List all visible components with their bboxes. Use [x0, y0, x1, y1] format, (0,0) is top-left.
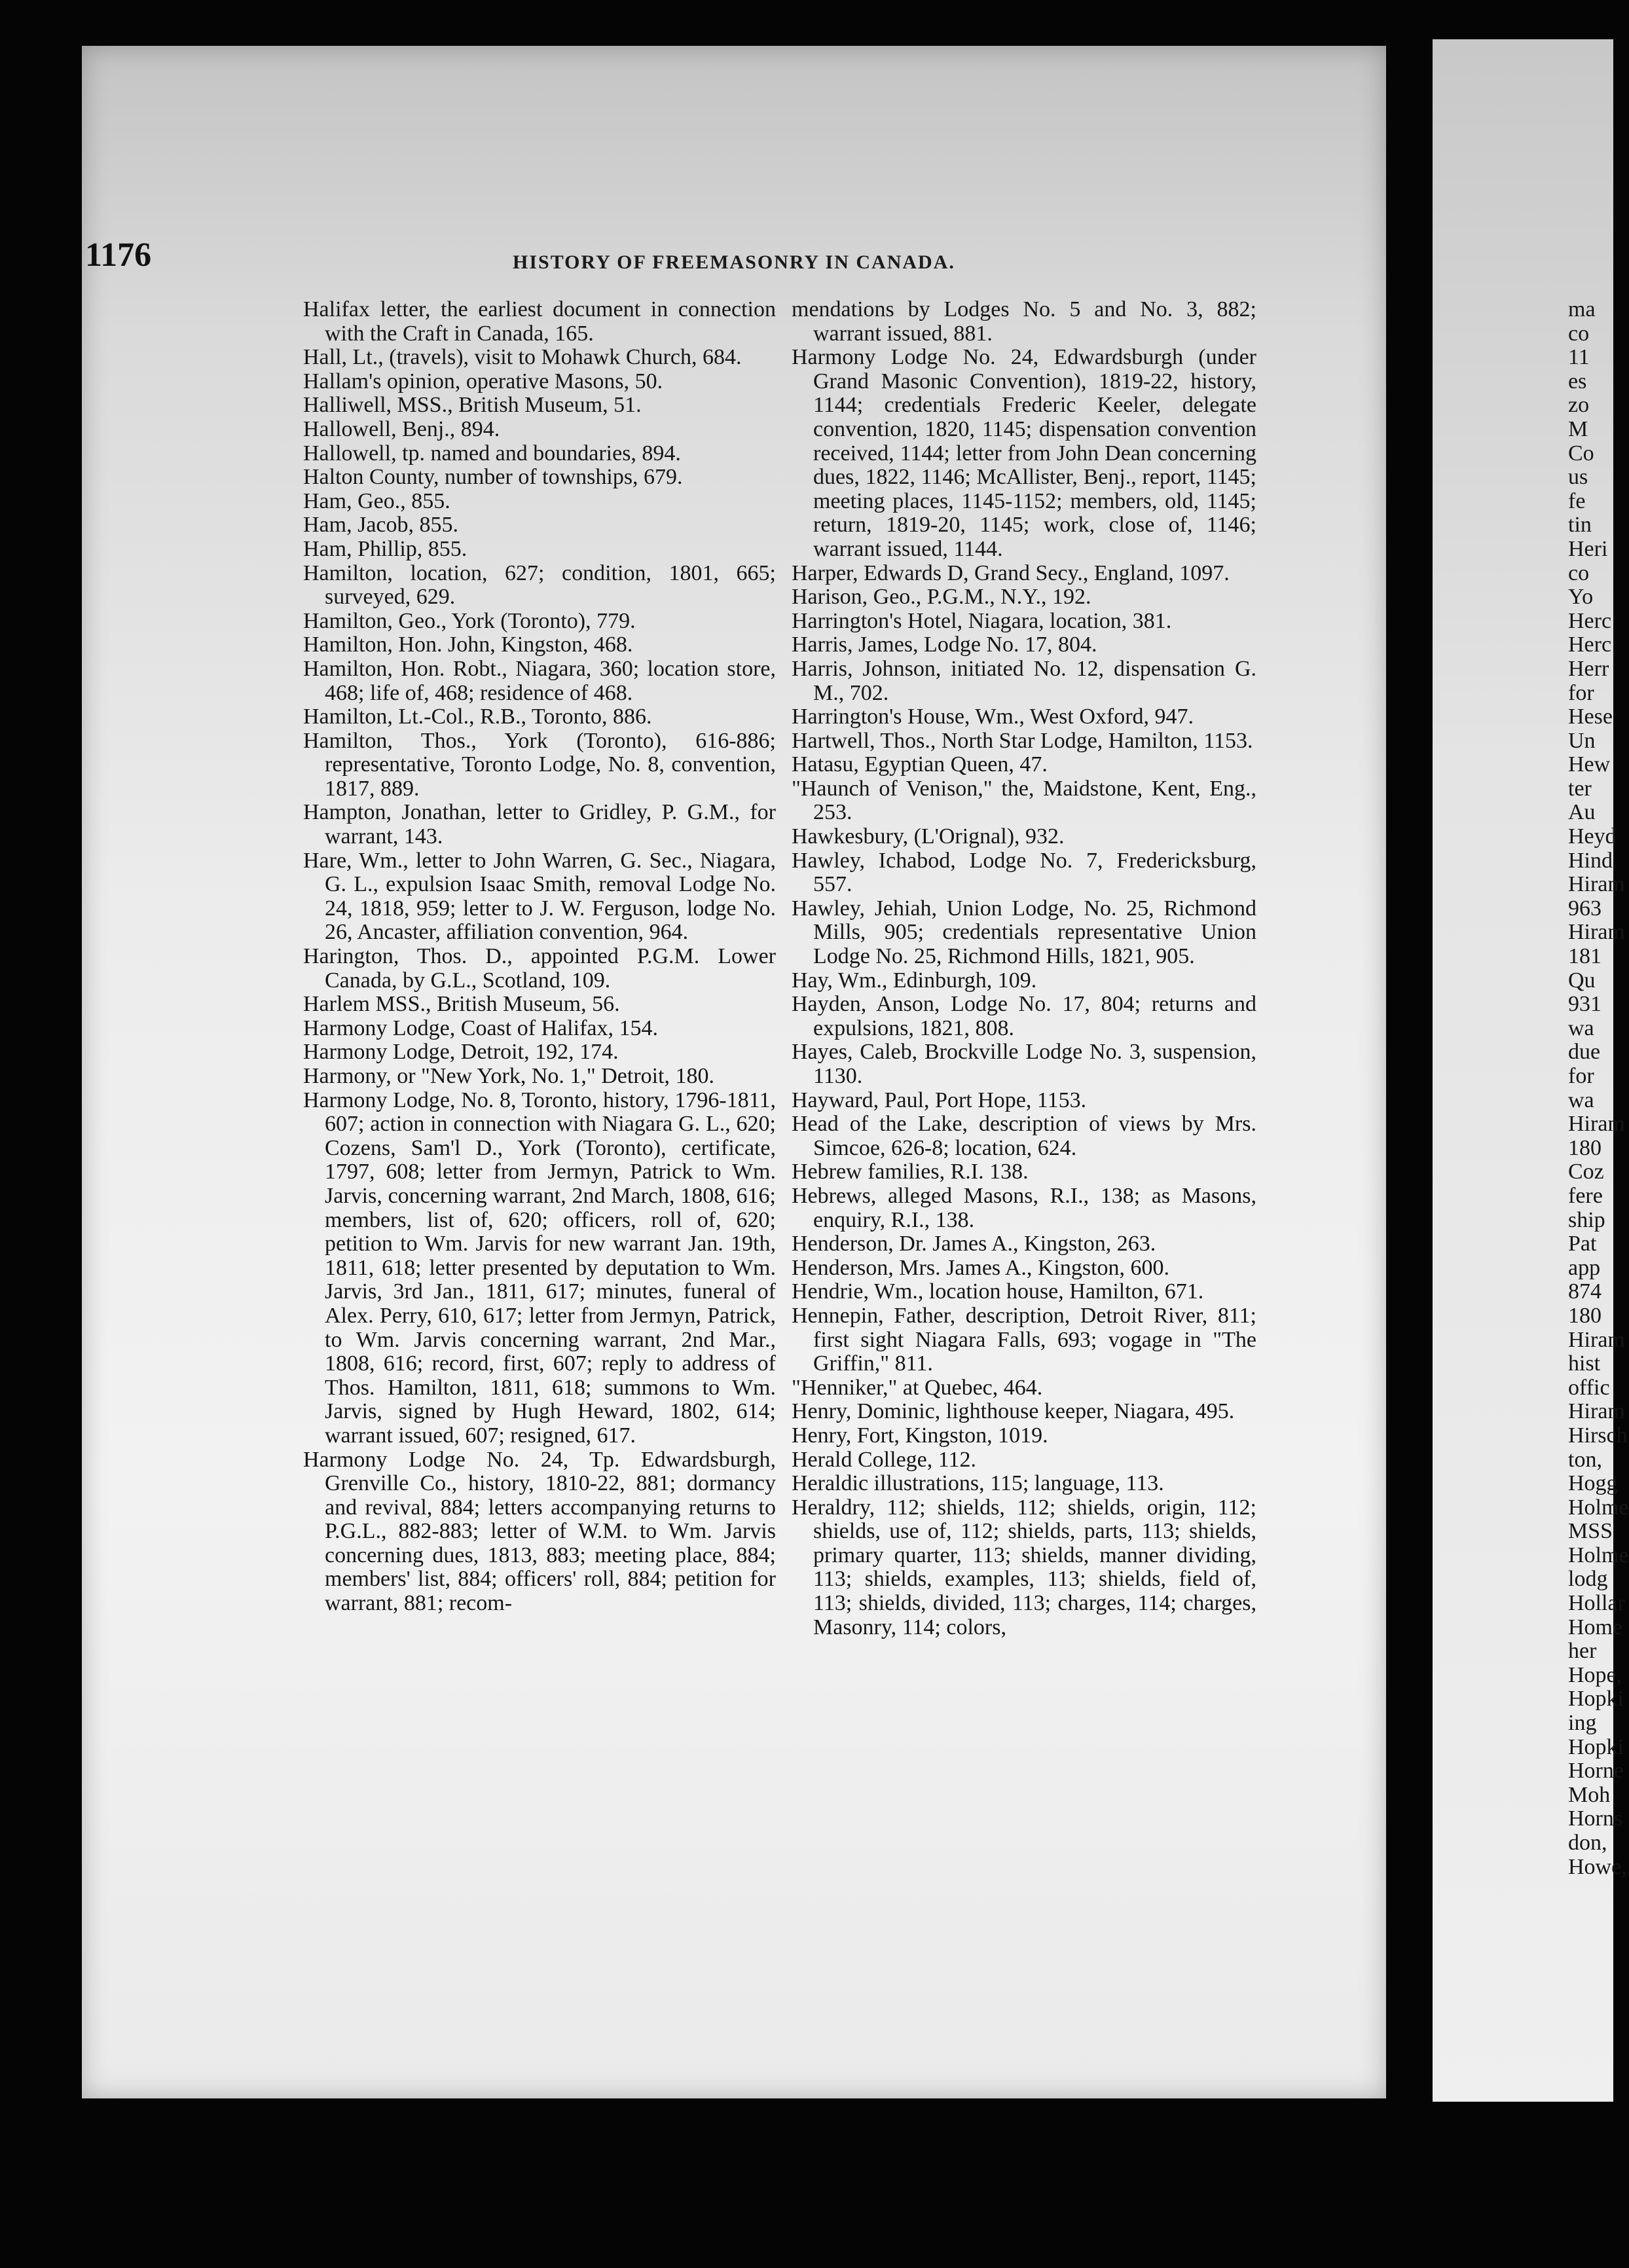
facing-page-line: ma [1568, 297, 1596, 321]
index-entry: Heraldry, 112; shields, 112; shields, origin, 112; shields, use of, 112; shields, parts, 113; shields, primary quarter, 113; shields, manner dividing, 113; shields, examples, 113; shields, field of, 113; shields, divided, 113; charges, 114; charges, Masonry, 114; colors, [792, 1495, 1256, 1639]
index-entry: Hayward, Paul, Port Hope, 1153. [792, 1088, 1087, 1112]
facing-page-line: ship [1568, 1207, 1605, 1232]
facing-page-line: lodg [1568, 1567, 1608, 1592]
index-entry: Harris, James, Lodge No. 17, 804. [792, 632, 1097, 657]
facing-page-line: ter [1568, 776, 1592, 801]
facing-page-line: Pat [1568, 1232, 1597, 1256]
index-entry: Hayes, Caleb, Brockville Lodge No. 3, suspension, 1130. [792, 1040, 1256, 1088]
index-entry: Hallam's opinion, operative Masons, 50. [303, 369, 663, 393]
facing-page-line: Hiram [1568, 1327, 1625, 1352]
index-entry: Head of the Lake, description of views by Mrs. Simcoe, 626-8; location, 624. [792, 1112, 1256, 1160]
index-entry: Hawley, Ichabod, Lodge No. 7, Fredericksburg, 557. [792, 848, 1256, 897]
facing-page-line: co [1568, 560, 1590, 585]
facing-page-line: Hollar [1568, 1591, 1625, 1616]
facing-page-line: Herc [1568, 608, 1612, 633]
index-entry: Harison, Geo., P.G.M., N.Y., 192. [792, 585, 1091, 610]
facing-page-fragment [1568, 297, 1629, 1879]
facing-page-line: 180 [1568, 1135, 1602, 1160]
facing-page-line: Moh [1568, 1782, 1611, 1807]
facing-page-line: Hiram [1568, 1399, 1625, 1424]
index-entry: Harmony Lodge No. 24, Edwardsburgh (under Grand Masonic Convention), 1819-22, history, 1144; credentials Frederic Keeler, delegate convention, 1820, 1145; dispensation convention received, 1144; letter from John Dean concerning dues, 1822, 1146; McAllister, Benj., report, 1145; meeting places, 1145-1152; members, old, 1145; return, 1819-20, 1145; work, close of, 1146; warrant issued, 1144. [792, 345, 1256, 561]
facing-page-line: M [1568, 416, 1588, 441]
facing-page-line: wa [1568, 1015, 1594, 1040]
facing-page-line: Au [1568, 800, 1596, 825]
index-entry: Hawkesbury, (L'Orignal), 932. [792, 824, 1065, 849]
index-entry: Hennepin, Father, description, Detroit River, 811; first sight Niagara Falls, 693; vogage in "The Griffin," 811. [792, 1303, 1256, 1376]
facing-page-line: Hirsch [1568, 1423, 1628, 1448]
facing-page-line: Herr [1568, 656, 1609, 681]
facing-page-line: don, [1568, 1831, 1607, 1855]
facing-page-line: 181 [1568, 944, 1602, 969]
index-entry: Hallowell, tp. named and boundaries, 894. [303, 441, 681, 466]
facing-page-line: 931 [1568, 992, 1602, 1017]
index-entry: Hamilton, Hon. John, Kingston, 468. [303, 632, 633, 657]
facing-page-line: Horns [1568, 1806, 1623, 1831]
facing-page-line: 180 [1568, 1303, 1602, 1328]
index-entry: Hamilton, location, 627; condition, 1801, 665; surveyed, 629. [303, 560, 776, 610]
facing-page-line: tin [1568, 513, 1592, 538]
facing-page-line: Yo [1568, 585, 1594, 610]
index-entry: Hamilton, Hon. Robt., Niagara, 360; location store, 468; life of, 468; residence of 468. [303, 656, 776, 705]
facing-page-line: Horne [1568, 1759, 1624, 1783]
facing-page-line: Howe, [1568, 1854, 1627, 1879]
index-entry: Hawley, Jehiah, Union Lodge, No. 25, Richmond Mills, 905; credentials representative Union Lodge No. 25, Richmond Hills, 1821, 905. [792, 896, 1256, 969]
index-column-left [303, 298, 776, 1616]
index-entry: Heraldic illustrations, 115; language, 113. [792, 1471, 1164, 1496]
facing-page-line: es [1568, 369, 1587, 393]
facing-page-line: Hiram [1568, 872, 1625, 897]
index-entry: Halifax letter, the earliest document in connection with the Craft in Canada, 165. [303, 297, 776, 346]
index-entry: Henderson, Dr. James A., Kingston, 263. [792, 1232, 1156, 1256]
index-entry: Ham, Jacob, 855. [303, 513, 459, 538]
index-entry: Harlem MSS., British Museum, 56. [303, 992, 620, 1017]
book-gutter [1386, 39, 1433, 2102]
facing-page-line: Hopki [1568, 1734, 1624, 1759]
facing-page-line: Holme [1568, 1543, 1629, 1567]
index-entry: Hebrew families, R.I. 138. [792, 1160, 1029, 1184]
facing-page-line: Heri [1568, 536, 1608, 561]
index-entry: Harington, Thos. D., appointed P.G.M. Lower Canada, by G.L., Scotland, 109. [303, 944, 776, 993]
index-column-middle [792, 298, 1256, 1639]
index-entry: Hatasu, Egyptian Queen, 47. [792, 752, 1048, 777]
index-entry: Harper, Edwards D, Grand Secy., England, 1097. [792, 560, 1230, 585]
index-entry: mendations by Lodges No. 5 and No. 3, 882; warrant issued, 881. [792, 297, 1256, 346]
index-entry: Harmony Lodge No. 24, Tp. Edwardsburgh, Grenville Co., history, 1810-22, 881; dormancy and revival, 884; letters accompanying returns to P.G.L., 882-883; letter of W.M. to Wm. Jarvis concerning dues, 1813, 883; meeting place, 884; members' list, 884; officers' roll, 884; petition for warrant, 881; recom- [303, 1447, 776, 1616]
index-entry: Harrington's House, Wm., West Oxford, 947. [792, 704, 1194, 729]
facing-page-line: app [1568, 1255, 1601, 1280]
facing-page-line: Hope, [1568, 1662, 1622, 1687]
index-entry: Herald College, 112. [792, 1447, 976, 1472]
facing-page-line: hist [1568, 1351, 1601, 1376]
index-entry: "Henniker," at Quebec, 464. [792, 1375, 1043, 1400]
facing-page-line: Un [1568, 728, 1596, 753]
facing-page-line: 963 [1568, 896, 1602, 921]
index-entry: Hampton, Jonathan, letter to Gridley, P. G.M., for warrant, 143. [303, 800, 776, 849]
index-entry: Hamilton, Geo., York (Toronto), 779. [303, 608, 636, 633]
facing-page-line: 11 [1568, 345, 1590, 370]
facing-page-line: Holme [1568, 1495, 1629, 1520]
index-entry: Ham, Phillip, 855. [303, 536, 467, 561]
facing-page-line: Coz [1568, 1160, 1604, 1184]
facing-page-line: fere [1568, 1183, 1603, 1208]
facing-page-line: for [1568, 680, 1594, 705]
facing-page-line: ton, [1568, 1447, 1602, 1472]
facing-page-line: Hiram [1568, 920, 1625, 945]
facing-page-line: us [1568, 465, 1588, 490]
page-number: 1176 [85, 236, 152, 274]
index-entry: Henry, Fort, Kingston, 1019. [792, 1423, 1048, 1448]
facing-page-line: fe [1568, 488, 1586, 513]
index-entry: "Haunch of Venison," the, Maidstone, Kent, Eng., 253. [792, 776, 1256, 825]
index-entry: Henry, Dominic, lighthouse keeper, Niagara, 495. [792, 1399, 1235, 1424]
facing-page-line: Hiram [1568, 1112, 1625, 1137]
facing-page-line: Qu [1568, 968, 1596, 993]
index-entry: Hamilton, Lt.-Col., R.B., Toronto, 886. [303, 704, 652, 729]
facing-page-line: Hopki [1568, 1687, 1624, 1711]
facing-page-line: 874 [1568, 1279, 1602, 1304]
index-entry: Harmony, or "New York, No. 1," Detroit, 180. [303, 1064, 715, 1088]
facing-page-line: for [1568, 1064, 1594, 1088]
facing-page-line: Hese [1568, 704, 1613, 729]
index-entry: Hebrews, alleged Masons, R.I., 138; as Masons, enquiry, R.I., 138. [792, 1183, 1256, 1232]
facing-page-line: ing [1568, 1711, 1597, 1736]
facing-page-line: Heyd [1568, 824, 1617, 849]
facing-page-line: wa [1568, 1088, 1594, 1112]
index-entry: Ham, Geo., 855. [303, 488, 450, 513]
facing-page-line: Co [1568, 441, 1594, 466]
index-entry: Halton County, number of townships, 679. [303, 465, 683, 490]
index-entry: Hayden, Anson, Lodge No. 17, 804; returns and expulsions, 1821, 808. [792, 992, 1256, 1040]
facing-page-line: her [1568, 1639, 1597, 1664]
index-entry: Halliwell, MSS., British Museum, 51. [303, 393, 642, 418]
index-entry: Harmony Lodge, Coast of Halifax, 154. [303, 1015, 658, 1040]
index-entry: Henderson, Mrs. James A., Kingston, 600. [792, 1255, 1170, 1280]
facing-page-line: zo [1568, 393, 1590, 418]
facing-page-line: Hind [1568, 848, 1613, 873]
index-entry: Hall, Lt., (travels), visit to Mohawk Church, 684. [303, 345, 742, 370]
index-entry: Hare, Wm., letter to John Warren, G. Sec., Niagara, G. L., expulsion Isaac Smith, removal Lodge No. 24, 1818, 959; letter to J. W. Ferguson, lodge No. 26, Ancaster, affiliation convention, 964. [303, 848, 776, 945]
index-entry: Harmony Lodge, No. 8, Toronto, history, 1796-1811, 607; action in connection with Niagara G. L., 620; Cozens, Sam'l D., York (Toronto), certificate, 1797, 608; letter from Jermyn, Patrick to Wm. Jarvis, concerning warrant, 2nd March, 1808, 616; members, list of, 620; officers, roll of, 620; petition to Wm. Jarvis for new warrant Jan. 19th, 1811, 618; letter presented by deputation to Wm. Jarvis, 3rd Jan., 1811, 617; minutes, funeral of Alex. Perry, 610, 617; letter from Jermyn, Patrick, to Wm. Jarvis concerning warrant, 2nd Mar., 1808, 616; record, first, 607; reply to address of Thos. Hamilton, 1811, 618; summons to Wm. Jarvis, signed by Hugh Heward, 1802, 614; warrant issued, 607; resigned, 617. [303, 1088, 776, 1448]
facing-page-line: MSS [1568, 1519, 1613, 1544]
facing-page-line: co [1568, 321, 1590, 346]
index-entry: Hallowell, Benj., 894. [303, 416, 500, 441]
facing-page-line: Herc [1568, 632, 1612, 657]
facing-page-line: Hogg [1568, 1471, 1618, 1496]
index-entry: Harrington's Hotel, Niagara, location, 381. [792, 608, 1172, 633]
index-entry: Hamilton, Thos., York (Toronto), 616-886; representative, Toronto Lodge, No. 8, convention, 1817, 889. [303, 728, 776, 801]
index-entry: Harmony Lodge, Detroit, 192, 174. [303, 1040, 619, 1065]
facing-page-line: Home [1568, 1615, 1623, 1639]
index-entry: Hendrie, Wm., location house, Hamilton, 671. [792, 1279, 1204, 1304]
facing-page-line: Hew [1568, 752, 1611, 777]
facing-page-line: offic [1568, 1375, 1610, 1400]
running-title: HISTORY OF FREEMASONRY IN CANADA. [513, 251, 955, 273]
index-entry: Harris, Johnson, initiated No. 12, dispensation G. M., 702. [792, 656, 1256, 705]
facing-page-line: due [1568, 1040, 1601, 1065]
index-entry: Hartwell, Thos., North Star Lodge, Hamilton, 1153. [792, 728, 1253, 753]
index-entry: Hay, Wm., Edinburgh, 109. [792, 968, 1037, 993]
